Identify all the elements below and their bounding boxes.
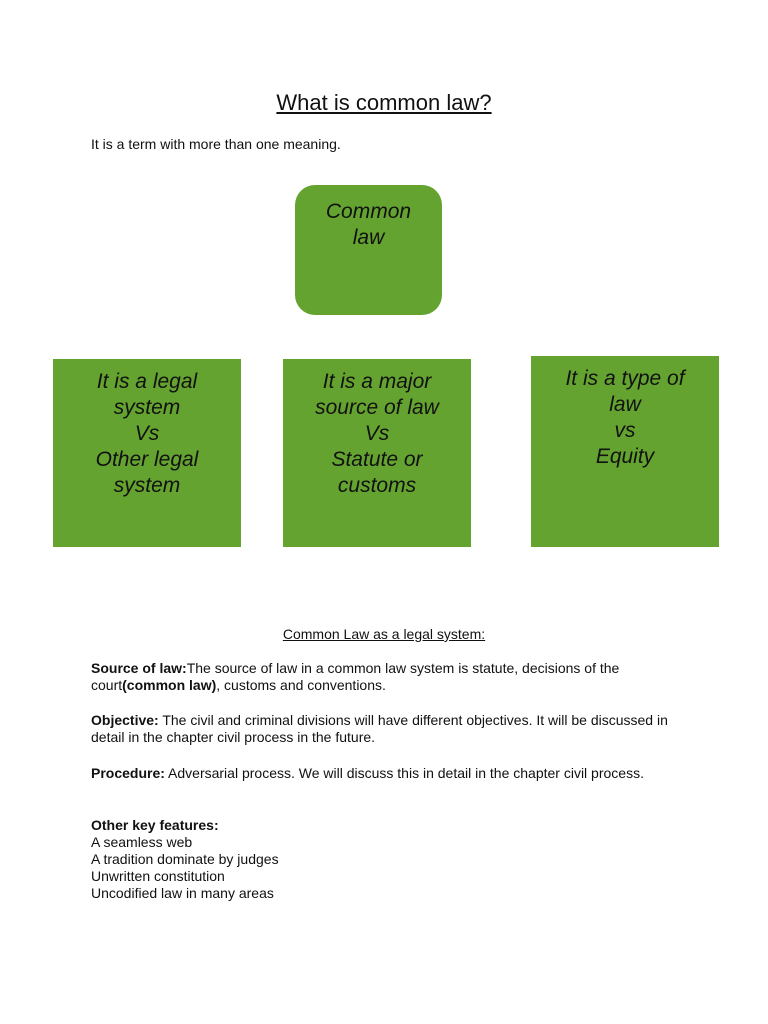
box-line: customs — [337, 474, 417, 497]
box-line: It is a major — [322, 370, 432, 393]
box-line: Vs — [134, 422, 160, 445]
diagram-box-type-of-law — [531, 356, 719, 547]
box-line: law — [609, 393, 641, 416]
box-line: Other legal — [95, 448, 199, 471]
objective-text: The civil and criminal divisions will have different objectives. It will be discussed in detail in the chapter civil process in the future. — [91, 712, 668, 745]
feature-item: Unwritten constitution — [91, 868, 225, 884]
features-paragraph — [91, 817, 691, 902]
source-of-law-paragraph — [91, 660, 691, 694]
box-line: Vs — [364, 422, 390, 445]
box-line: Equity — [595, 445, 655, 468]
page-title: What is common law? — [276, 90, 492, 115]
diagram-box-legal-system — [53, 359, 241, 547]
objective-paragraph — [91, 712, 691, 746]
objective-label: Objective: — [91, 712, 159, 728]
source-of-law-text: The source of law in a common law system is statute, decisions of the court — [91, 660, 620, 693]
box-line: It is a legal — [96, 370, 198, 393]
source-of-law-label: Source of law: — [91, 660, 187, 676]
procedure-label: Procedure: — [91, 765, 165, 781]
box-line: system — [113, 396, 181, 419]
section-title: Common Law as a legal system: — [282, 626, 486, 642]
procedure-text: Adversarial process. We will discuss this in detail in the chapter civil process. — [164, 765, 644, 781]
diagram-box-source-of-law — [283, 359, 471, 547]
diagram-center-box — [295, 185, 442, 315]
procedure-paragraph — [91, 765, 691, 782]
intro-text: It is a term with more than one meaning. — [91, 136, 341, 152]
box-line: Statute or — [331, 448, 423, 471]
box-line: vs — [614, 419, 636, 442]
source-of-law-text-end: , customs and conventions. — [216, 677, 386, 693]
features-label: Other key features: — [91, 817, 219, 833]
feature-item: Uncodified law in many areas — [91, 885, 274, 901]
feature-item: A tradition dominate by judges — [91, 851, 279, 867]
box-line: It is a type of — [565, 367, 685, 390]
source-of-law-bold: (common law) — [122, 677, 217, 693]
center-box-line: Common — [325, 200, 412, 223]
feature-item: A seamless web — [91, 834, 193, 850]
center-box-line: law — [352, 226, 385, 249]
box-line: system — [113, 474, 181, 497]
box-line: source of law — [315, 396, 439, 419]
